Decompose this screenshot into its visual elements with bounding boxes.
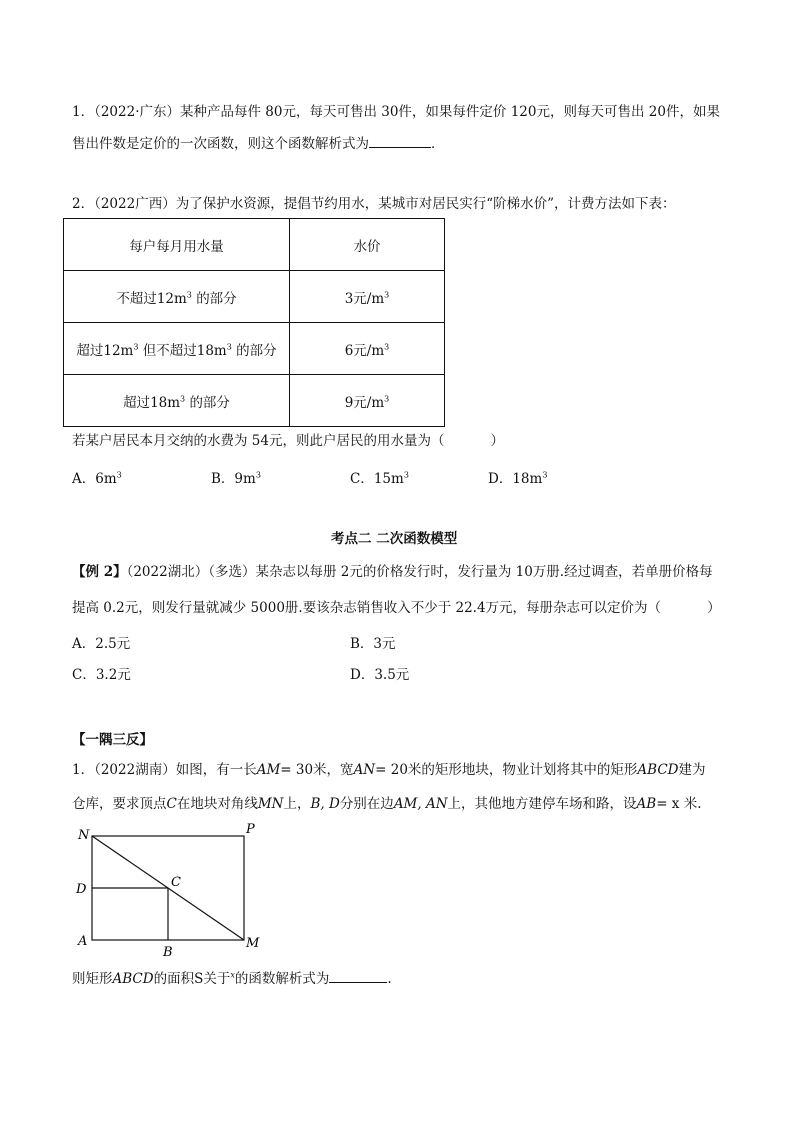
practice-q1-line1 <box>72 760 705 780</box>
option-exp: 3 <box>116 470 122 480</box>
practice-answer-line <box>72 968 392 989</box>
label-d: D <box>76 882 87 897</box>
option-label: C． <box>350 471 374 487</box>
q2-option-d[interactable] <box>488 469 547 489</box>
text: 1．（2022湖南）如图，有一长 <box>72 762 257 778</box>
price-exp: 3 <box>384 342 390 351</box>
option-label: D． <box>488 471 513 487</box>
math-var: AB <box>636 796 657 812</box>
math-var: ABCD <box>637 762 679 778</box>
q2-question-end: ） <box>490 433 504 449</box>
text: 仓库，要求顶点 <box>72 796 167 812</box>
usage-text: 的部分 <box>236 342 277 359</box>
text: = 30米，宽 <box>280 762 354 778</box>
text: 的面积S关于 <box>153 971 231 987</box>
text: 分别在边 <box>339 796 394 812</box>
usage-value: 12m <box>156 290 187 307</box>
text: 在地块对角线 <box>176 796 258 812</box>
usage-exp: 3 <box>226 342 232 351</box>
price-exp: 3 <box>384 290 390 299</box>
math-var: C <box>166 796 177 812</box>
table-header-usage: 每户每月用水量 <box>64 219 290 271</box>
label-c: C <box>171 875 181 890</box>
label-p: P <box>246 822 255 837</box>
usage-exp: 3 <box>180 394 186 403</box>
option-label: A． <box>72 471 96 487</box>
option-value: 6m <box>95 471 117 487</box>
example2-text: （2022湖北）（多选）某杂志以每册 2元的价格发行时，发行量为 10万册.经过调查，若单册价格每 <box>126 564 713 580</box>
q2-question-text: 若某户居民本月交纳的水费为 54元，则此户居民的用水量为（ <box>72 433 445 449</box>
math-var: AN <box>353 762 376 778</box>
practice-title: 【一隅三反】 <box>72 732 153 748</box>
label-m: M <box>246 936 260 951</box>
example2-option-b[interactable] <box>350 634 396 654</box>
q2-question <box>72 431 504 451</box>
rectangle-figure <box>70 820 270 960</box>
text: = 20米的矩形地块，物业计划将其中的矩形 <box>375 762 638 778</box>
option-exp: 3 <box>403 470 409 480</box>
label-b: B <box>163 945 173 960</box>
q1-answer-blank[interactable] <box>369 133 431 148</box>
option-value: 2.5元 <box>95 636 131 652</box>
math-var: ABCD <box>112 971 154 987</box>
option-label: B． <box>350 636 374 652</box>
text: 则矩形 <box>72 971 113 987</box>
option-value: 18m <box>512 471 543 487</box>
usage-text: 超过 <box>123 394 151 411</box>
example2-option-d[interactable] <box>350 665 409 685</box>
table-header-price: 水价 <box>290 219 445 271</box>
usage-text: 的部分 <box>196 290 237 307</box>
q2-option-b[interactable] <box>211 469 261 489</box>
option-label: B． <box>211 471 235 487</box>
math-var: AM, AN <box>393 796 448 812</box>
table-cell-usage <box>64 271 290 323</box>
price-value: 6元/m <box>344 342 385 359</box>
example2-option-c[interactable] <box>72 665 131 685</box>
q2-intro: 2．（2022广西）为了保护水资源，提倡节约用水，某城市对居民实行“阶梯水价”，计费方法如下表： <box>72 196 676 212</box>
text: = x 米. <box>656 796 702 812</box>
option-value: 3.2元 <box>95 667 131 683</box>
option-value: 9m <box>234 471 256 487</box>
usage-value: 18m <box>150 394 181 411</box>
table-row <box>64 375 445 427</box>
label-a: A <box>78 934 88 949</box>
table-cell-price <box>290 375 445 427</box>
usage-value: 18m <box>196 342 227 359</box>
usage-text: 的部分 <box>189 394 230 411</box>
q1-line1: 1．（2022·广东）某种产品每件 80元，每天可售出 30件，如果每件定价 120元，则每天可售出 20件，如果 <box>72 104 720 120</box>
example2-option-a[interactable] <box>72 634 130 654</box>
usage-exp: 3 <box>186 290 192 299</box>
option-value: 3.5元 <box>374 667 410 683</box>
q2-option-c[interactable] <box>350 469 409 489</box>
q2-option-a[interactable] <box>72 469 122 489</box>
option-label: D． <box>350 667 375 683</box>
usage-value: 12m <box>103 342 134 359</box>
option-value: 15m <box>373 471 404 487</box>
usage-text: 但不超过 <box>142 342 197 359</box>
example2-end: ） <box>707 600 721 616</box>
practice-q1-line2 <box>72 794 702 814</box>
option-label: C． <box>72 667 96 683</box>
example-tag: 【例 2】 <box>72 564 127 580</box>
text: . <box>387 971 392 987</box>
option-exp: 3 <box>542 470 548 480</box>
text: 上，其他地方建停车场和路，设 <box>447 796 637 812</box>
table-header-row <box>64 219 445 271</box>
label-n: N <box>78 828 90 843</box>
example2-text: 提高 0.2元，则发行量就减少 5000册.要该杂志销售收入不少于 22.4万元，每册杂志可以定价为（ <box>72 600 662 616</box>
text: 上， <box>283 796 311 812</box>
q1-line2-text: 售出件数是定价的一次函数，则这个函数解析式为 <box>72 136 369 152</box>
price-value: 3元/m <box>344 290 385 307</box>
water-price-table <box>63 218 445 427</box>
table-cell-usage <box>64 323 290 375</box>
table-row <box>64 271 445 323</box>
usage-text: 不超过 <box>116 290 157 307</box>
price-exp: 3 <box>384 394 390 403</box>
option-exp: 3 <box>255 470 261 480</box>
example2-line1 <box>72 562 713 582</box>
q1-line2 <box>72 133 445 154</box>
text: 的函数解析式为 <box>234 971 330 987</box>
usage-text: 超过 <box>76 342 104 359</box>
option-label: A． <box>72 636 96 652</box>
table-cell-price <box>290 271 445 323</box>
practice-answer-blank[interactable] <box>329 968 387 983</box>
option-value: 3元 <box>373 636 396 652</box>
section-title: 考点二 二次函数模型 <box>331 531 458 547</box>
math-var: x <box>230 970 235 980</box>
usage-exp: 3 <box>133 342 139 351</box>
math-var: AM <box>256 762 281 778</box>
example2-line2 <box>72 598 721 618</box>
text: 建为 <box>678 762 706 778</box>
math-var: B, D <box>310 796 340 812</box>
q1-line2-end: ． <box>431 136 445 152</box>
table-cell-price <box>290 323 445 375</box>
price-value: 9元/m <box>344 394 385 411</box>
table-cell-usage <box>64 375 290 427</box>
math-var: MN <box>257 796 284 812</box>
table-row <box>64 323 445 375</box>
